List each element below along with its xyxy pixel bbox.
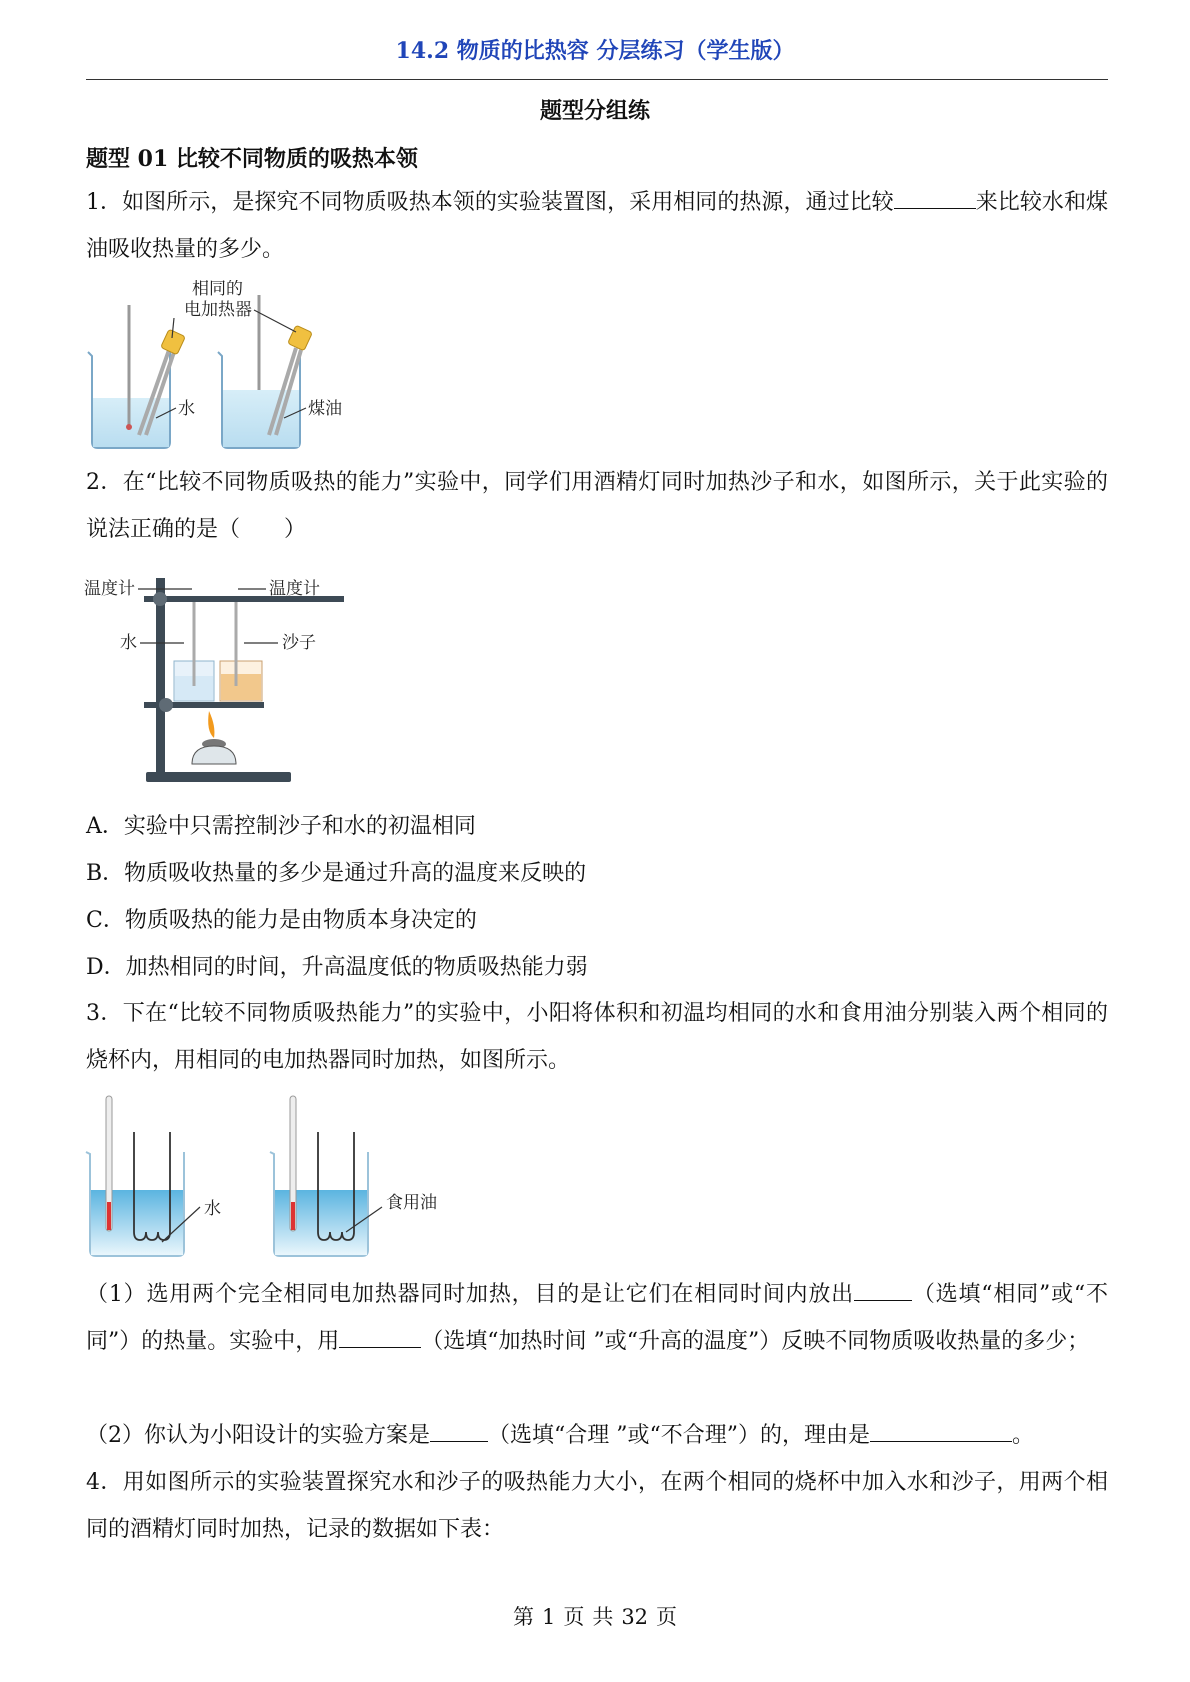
q3-blank-2[interactable] — [339, 1325, 421, 1348]
label-heater-1: 相同的 — [192, 280, 243, 299]
question-3-sub-2: （2）你认为小阳设计的实验方案是 （选填“合理 ”或“不合理”）的，理由是 。 — [86, 1412, 1108, 1459]
option-a[interactable]: A．实验中只需控制沙子和水的初温相同 — [86, 814, 476, 839]
flame-icon — [208, 711, 214, 738]
q1-blank[interactable] — [894, 186, 976, 209]
question-4-text: 4．用如图所示的实验装置探究水和沙子的吸热能力大小，在两个相同的烧杯中加入水和沙子，用两个相同的酒精灯同时加热，记录的数据如下表： — [86, 1470, 1108, 1542]
total-pages: 32 — [621, 1605, 649, 1629]
section-title: 题型分组练 — [539, 98, 650, 124]
label-water: 水 — [204, 1199, 221, 1219]
label-thermometer-left: 温度计 — [84, 579, 135, 599]
page-header-title: 14.2 物质的比热容 分层练习（学生版） — [395, 38, 795, 64]
question-1-text: 1．如图所示，是探究不同物质吸热本领的实验装置图，采用相同的热源，通过比较 来比较水和煤油吸收热量的多少。 — [86, 179, 1108, 273]
option-c[interactable]: C．物质吸热的能力是由物质本身决定的 — [86, 908, 477, 933]
question-1-figure — [84, 280, 364, 450]
label-thermometer-right: 温度计 — [269, 579, 320, 599]
label-water: 水 — [120, 633, 137, 653]
current-page-number: 1 — [541, 1605, 556, 1629]
question-2-figure — [84, 566, 344, 791]
stand-rod — [156, 578, 165, 774]
question-3-text: 3．下在“比较不同物质吸热能力”的实验中，小阳将体积和初温均相同的水和食用油分别装入两个相同的烧杯内，用相同的电加热器同时加热，如图所示。 — [86, 1001, 1108, 1073]
question-3-figure — [84, 1092, 504, 1262]
alcohol-lamp-icon — [192, 746, 236, 764]
option-d[interactable]: D．加热相同的时间，升高温度低的物质吸热能力弱 — [86, 955, 588, 980]
sand — [221, 674, 261, 700]
q3-blank-1[interactable] — [854, 1278, 912, 1301]
label-water: 水 — [178, 399, 195, 419]
question-3-sub-1: （1）选用两个完全相同电加热器同时加热，目的是让它们在相同时间内放出 （选填“相同”或“不同”）的热量。实验中，用 （选填“加热时间 ”或“升高的温度”）反映不同物质吸收热量的多少； — [86, 1271, 1108, 1365]
label-oil: 食用油 — [386, 1193, 437, 1213]
question-2-text: 2．在“比较不同物质吸热的能力”实验中，同学们用酒精灯同时加热沙子和水，如图所示，关于此实验的说法正确的是（ ） — [86, 470, 1108, 542]
option-b[interactable]: B．物质吸收热量的多少是通过升高的温度来反映的 — [86, 861, 587, 886]
label-heater-2: 电加热器 — [184, 300, 252, 320]
label-kerosene: 煤油 — [308, 399, 342, 419]
page-footer: 第 1 页 共 32 页 — [512, 1605, 678, 1629]
label-sand: 沙子 — [282, 633, 316, 653]
question-type-title: 题型 01 比较不同物质的吸热本领 — [86, 146, 418, 172]
q3-blank-3[interactable] — [430, 1419, 488, 1442]
q3-blank-4[interactable] — [870, 1419, 1012, 1442]
header-rule — [86, 79, 1108, 80]
